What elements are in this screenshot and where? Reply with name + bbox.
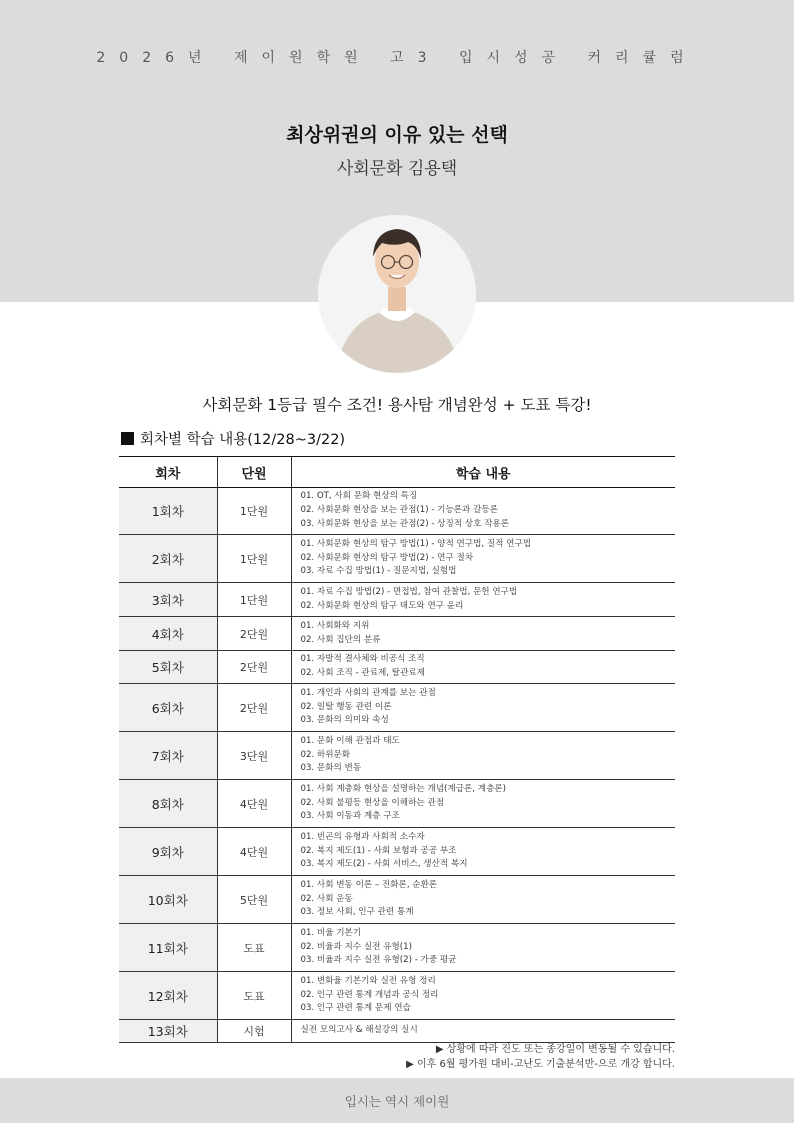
content-line: 01. 사회문화 현상의 탐구 방법(1) - 양적 연구법, 질적 연구법: [300, 538, 532, 549]
section-title-text: 회차별 학습 내용(12/28~3/22): [140, 432, 346, 448]
content-line: 01. 빈곤의 유형과 사회적 소수자: [300, 831, 425, 842]
content-cell: [291, 876, 675, 924]
table-row: [119, 876, 675, 924]
section-title: [121, 428, 345, 449]
content-line: 02. 사회 조직 - 관료제, 탈관료제: [300, 668, 425, 678]
content-line: 03. 문화의 변동: [300, 763, 362, 774]
content-line: 03. 사회 이동과 계층 구조: [300, 811, 400, 822]
content-line: 03. 인구 관련 통계 문제 연습: [300, 1003, 411, 1014]
unit-cell: 2단원: [217, 651, 291, 684]
content-line: 02. 일탈 행동 관련 이론: [300, 701, 392, 712]
session-cell: 3회차: [119, 583, 217, 617]
content-line: 01. 자료 수집 방법(2) - 면접법, 참여 관찰법, 문헌 연구법: [300, 586, 518, 597]
content-cell: [291, 488, 675, 535]
table-row: [119, 617, 675, 651]
table-row: [119, 732, 675, 780]
content-line: 02. 인구 관련 통계 개념과 공식 정리: [300, 989, 439, 1000]
column-header-session: 회차: [119, 457, 217, 488]
curriculum-table: [119, 456, 675, 1043]
content-line: 03. 자료 수집 방법(1) - 질문지법, 실험법: [300, 566, 457, 577]
session-cell: 4회차: [119, 617, 217, 651]
table-row: [119, 972, 675, 1020]
content-line: 02. 사회문화 현상의 탐구 방법(2) - 연구 절차: [300, 552, 474, 563]
table-body: [119, 488, 675, 1043]
unit-cell: 2단원: [217, 684, 291, 732]
session-cell: 9회차: [119, 828, 217, 876]
content-line: 01. 개인과 사회의 관계를 보는 관점: [300, 687, 436, 698]
content-cell: [291, 732, 675, 780]
content-cell: [291, 924, 675, 972]
content-line: 01. OT, 사회 문화 현상의 특징: [300, 491, 418, 502]
session-cell: 12회차: [119, 972, 217, 1020]
footer-text: 입시는 역시 제이원: [344, 1093, 450, 1109]
table-row: [119, 924, 675, 972]
table-row: [119, 1020, 675, 1043]
content-line: 02. 사회 불평등 현상을 이해하는 관점: [300, 797, 445, 808]
content-line: 01. 사회 계층화 현상을 설명하는 개념(계급론, 계층론): [300, 783, 507, 794]
content-line: 03. 비율과 지수 실전 유형(2) - 가중 평균: [300, 955, 457, 966]
table-header-row: [119, 457, 675, 488]
content-line: 02. 복지 제도(1) - 사회 보험과 공공 부조: [300, 845, 457, 856]
unit-cell: 4단원: [217, 780, 291, 828]
unit-cell: 도표: [217, 924, 291, 972]
unit-cell: 1단원: [217, 535, 291, 583]
table-row: [119, 488, 675, 535]
session-cell: 1회차: [119, 488, 217, 535]
content-line: 03. 복지 제도(2) - 사회 서비스, 생산적 복지: [300, 859, 468, 870]
content-cell: [291, 780, 675, 828]
content-cell: [291, 1020, 675, 1043]
content-line: 01. 사회화와 지위: [300, 620, 370, 631]
content-cell: [291, 651, 675, 684]
content-line: 01. 변화율 기본기와 실전 유형 정리: [300, 975, 436, 986]
content-cell: [291, 535, 675, 583]
unit-cell: 1단원: [217, 488, 291, 535]
table-row: [119, 583, 675, 617]
session-cell: 5회차: [119, 651, 217, 684]
column-header-unit: 단원: [217, 457, 291, 488]
header-line: 2026년 제이원학원 고3 입시성공 커리큘럼: [96, 50, 698, 66]
unit-cell: 2단원: [217, 617, 291, 651]
session-cell: 10회차: [119, 876, 217, 924]
square-bullet-icon: [121, 432, 134, 445]
content-line: 01. 비율 기본기: [300, 927, 362, 938]
content-line: 01. 문화 이해 관점과 태도: [300, 735, 400, 746]
content-line: 02. 사회 집단의 분류: [300, 634, 381, 645]
content-line: 03. 문화의 의미와 속성: [300, 715, 389, 726]
table-row: [119, 684, 675, 732]
sub-title: 사회문화 김용택: [336, 159, 458, 179]
content-line: 02. 사회 운동: [300, 893, 353, 904]
unit-cell: 3단원: [217, 732, 291, 780]
content-line: 02. 사회문화 현상을 보는 관점(1) - 기능론과 갈등론: [300, 505, 498, 516]
footer-band: [0, 1078, 794, 1123]
session-cell: 2회차: [119, 535, 217, 583]
content-cell: [291, 684, 675, 732]
content-line: 01. 사회 변동 이론 – 진화론, 순환론: [300, 879, 438, 890]
notes: [406, 1042, 675, 1072]
session-cell: 6회차: [119, 684, 217, 732]
column-header-content: 학습 내용: [291, 457, 675, 488]
main-title: 최상위권의 이유 있는 선택: [286, 124, 508, 146]
unit-cell: 시험: [217, 1020, 291, 1043]
table-row: [119, 780, 675, 828]
session-cell: 8회차: [119, 780, 217, 828]
table-row: [119, 828, 675, 876]
unit-cell: 도표: [217, 972, 291, 1020]
instructor-photo: [318, 215, 476, 373]
note-line: ▶ 이후 6월 평가원 대비-고난도 기출분석반-으로 개강 합니다.: [406, 1059, 675, 1070]
unit-cell: 1단원: [217, 583, 291, 617]
content-cell: [291, 972, 675, 1020]
content-line: 03. 정보 사회, 인구 관련 통계: [300, 907, 414, 918]
content-line: 02. 사회문화 현상의 탐구 태도와 연구 윤리: [300, 600, 464, 611]
session-cell: 11회차: [119, 924, 217, 972]
session-cell: 13회차: [119, 1020, 217, 1043]
content-line: 01. 자발적 결사체와 비공식 조직: [300, 654, 425, 665]
unit-cell: 4단원: [217, 828, 291, 876]
unit-cell: 5단원: [217, 876, 291, 924]
content-line: 03. 사회문화 현상을 보는 관점(2) - 상징적 상호 작용론: [300, 518, 510, 529]
instructor-portrait-illustration: [318, 215, 476, 373]
content-line: 02. 하위문화: [300, 749, 351, 760]
table-row: [119, 535, 675, 583]
tagline: 사회문화 1등급 필수 조건! 용사탐 개념완성 + 도표 특강!: [202, 396, 592, 414]
note-line: ▶ 상황에 따라 진도 또는 종강일이 변동될 수 있습니다.: [435, 1044, 675, 1055]
content-cell: [291, 583, 675, 617]
table-row: [119, 651, 675, 684]
content-line: 02. 비율과 지수 실전 유형(1): [300, 941, 412, 952]
content-line: 실전 모의고사 & 해설강의 실시: [300, 1025, 418, 1036]
session-cell: 7회차: [119, 732, 217, 780]
content-cell: [291, 617, 675, 651]
content-cell: [291, 828, 675, 876]
